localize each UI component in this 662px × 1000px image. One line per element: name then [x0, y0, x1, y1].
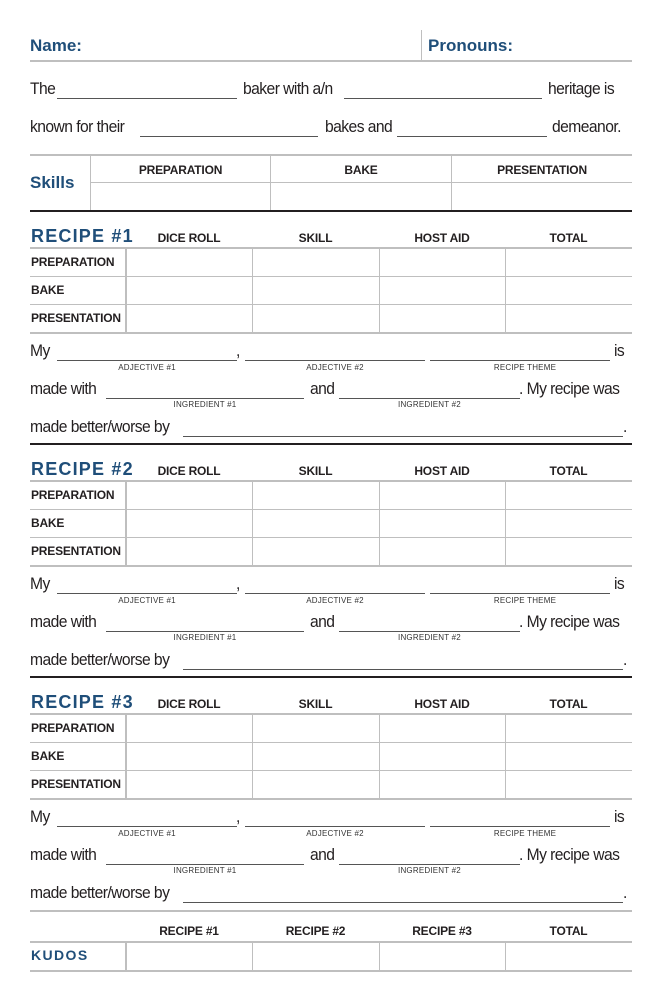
recipe-3-preparation-skill-cell[interactable]	[253, 715, 379, 742]
skills-col-presentation: PRESENTATION	[497, 163, 587, 177]
intro-word-bakes: bakes and	[325, 117, 393, 136]
recipe-2-preparation-total-cell[interactable]	[506, 482, 632, 509]
recipe-2-word-made-with: made with	[30, 612, 97, 631]
recipe-2-presentation-dice-roll-cell[interactable]	[127, 538, 252, 565]
recipe-3-presentation-dice-roll-cell[interactable]	[127, 771, 252, 798]
recipe-3-preparation-host-aid-cell[interactable]	[380, 715, 505, 742]
recipe-2-adjective-2-caption: ADJECTIVE #2	[306, 596, 364, 605]
recipe-1-word-made-with: made with	[30, 379, 97, 398]
recipe-3-ingredient-1-caption: INGREDIENT #1	[173, 866, 237, 875]
kudos-col-recipe-1: RECIPE #1	[159, 924, 219, 938]
recipe-2-word-my: My	[30, 574, 50, 593]
recipe-2-col-total: TOTAL	[549, 464, 588, 478]
recipe-2-row-preparation: PREPARATION	[31, 488, 115, 502]
skills-top-rule	[30, 154, 632, 156]
recipe-2-bake-total-cell[interactable]	[506, 510, 632, 537]
recipe-2-preparation-skill-cell[interactable]	[253, 482, 379, 509]
recipe-3-preparation-dice-roll-cell[interactable]	[127, 715, 252, 742]
recipe-1-title: RECIPE #1	[31, 226, 134, 246]
recipe-1-word-my-recipe-was: . My recipe was	[519, 379, 620, 398]
recipe-2-ingredient-1-blank[interactable]	[106, 631, 304, 632]
recipe-2-preparation-host-aid-cell[interactable]	[380, 482, 505, 509]
intro-word-heritage: heritage is	[548, 79, 615, 98]
recipe-3-word-my: My	[30, 807, 50, 826]
recipe-1-ingredient-1-blank[interactable]	[106, 398, 304, 399]
recipe-1-presentation-skill-cell[interactable]	[253, 305, 379, 332]
skills-label: Skills	[30, 173, 75, 192]
intro-word-demeanor: demeanor.	[552, 117, 621, 136]
intro-word-known: known for their	[30, 117, 125, 136]
kudos-col-recipe-2: RECIPE #2	[285, 924, 346, 938]
recipe-1-ingredient-2-caption: INGREDIENT #2	[398, 400, 461, 409]
recipe-3-bake-dice-roll-cell[interactable]	[127, 743, 252, 770]
recipe-1-adjective-1-blank[interactable]	[57, 360, 237, 361]
recipe-2-word-made-better: made better/worse by	[30, 650, 170, 669]
recipe-3-ingredient-2-caption: INGREDIENT #2	[398, 866, 461, 875]
recipe-2-presentation-skill-cell[interactable]	[253, 538, 379, 565]
recipe-3-bake-total-cell[interactable]	[506, 743, 632, 770]
recipe-3-row-presentation: PRESENTATION	[31, 777, 121, 791]
recipe-1-word-and: and	[310, 379, 335, 398]
recipe-2-theme-blank[interactable]	[430, 593, 610, 594]
recipe-1-word-comma: ,	[236, 341, 240, 360]
recipe-3-modifier-blank[interactable]	[183, 902, 623, 903]
recipe-3-col-skill: SKILL	[298, 697, 333, 711]
recipe-3-word-is: is	[614, 807, 625, 826]
recipe-2-ingredient-2-caption: INGREDIENT #2	[398, 633, 461, 642]
recipe-1-word-my: My	[30, 341, 50, 360]
recipe-2-word-is: is	[614, 574, 625, 593]
recipe-2-bake-host-aid-cell[interactable]	[380, 510, 505, 537]
recipe-3-col-total: TOTAL	[549, 697, 588, 711]
skill-value-bake[interactable]	[271, 183, 451, 210]
header-divider	[421, 30, 422, 60]
recipe-1-bake-host-aid-cell[interactable]	[380, 277, 505, 304]
recipe-1-presentation-dice-roll-cell[interactable]	[127, 305, 252, 332]
kudos-value-recipe-3[interactable]	[380, 942, 505, 970]
recipe-3-theme-blank[interactable]	[430, 826, 610, 827]
recipe-1-adjective-2-caption: ADJECTIVE #2	[306, 363, 364, 372]
recipe-1-preparation-dice-roll-cell[interactable]	[127, 249, 252, 276]
recipe-3-adjective-2-blank[interactable]	[245, 826, 425, 827]
recipe-1-bake-skill-cell[interactable]	[253, 277, 379, 304]
recipe-2-title: RECIPE #2	[31, 459, 134, 479]
recipe-3-bake-skill-cell[interactable]	[253, 743, 379, 770]
recipe-2-row-presentation: PRESENTATION	[31, 544, 121, 558]
recipe-2-modifier-blank[interactable]	[183, 669, 623, 670]
kudos-value-recipe-1[interactable]	[126, 942, 252, 970]
section-rule	[30, 210, 632, 212]
recipe-3-preparation-total-cell[interactable]	[506, 715, 632, 742]
section-rule	[30, 676, 632, 678]
recipe-1-col-host-aid: HOST AID	[414, 231, 470, 245]
kudos-value-total[interactable]	[506, 942, 632, 970]
recipe-3-table-bottom-rule	[30, 798, 632, 800]
recipe-1-row-bake: BAKE	[31, 283, 65, 297]
skills-col-preparation: PREPARATION	[138, 163, 223, 177]
recipe-3-row-bake: BAKE	[31, 749, 65, 763]
recipe-1-presentation-host-aid-cell[interactable]	[380, 305, 505, 332]
recipe-1-ingredient-2-blank[interactable]	[339, 398, 520, 399]
intro-word-baker: baker with a/n	[243, 79, 333, 98]
name-field[interactable]	[30, 60, 632, 62]
recipe-2-word-comma: ,	[236, 574, 240, 593]
intro-blank-demeanor[interactable]	[397, 136, 547, 137]
recipe-1-presentation-total-cell[interactable]	[506, 305, 632, 332]
recipe-1-word-made-better: made better/worse by	[30, 417, 170, 436]
intro-blank-adjective[interactable]	[57, 98, 237, 99]
recipe-2-presentation-host-aid-cell[interactable]	[380, 538, 505, 565]
kudos-bottom-rule	[30, 970, 632, 972]
recipe-3-word-made-better: made better/worse by	[30, 883, 170, 902]
recipe-2-ingredient-1-caption: INGREDIENT #1	[173, 633, 237, 642]
recipe-1-preparation-host-aid-cell[interactable]	[380, 249, 505, 276]
recipe-3-col-host-aid: HOST AID	[414, 697, 470, 711]
recipe-2-adjective-1-caption: ADJECTIVE #1	[118, 596, 176, 605]
recipe-2-preparation-dice-roll-cell[interactable]	[127, 482, 252, 509]
recipe-1-theme-caption: RECIPE THEME	[493, 363, 557, 372]
recipe-2-word-and: and	[310, 612, 335, 631]
intro-word-the: The	[30, 79, 56, 98]
recipe-1-bake-dice-roll-cell[interactable]	[127, 277, 252, 304]
recipe-2-word-my-recipe-was: . My recipe was	[519, 612, 620, 631]
skill-value-presentation[interactable]	[452, 183, 632, 210]
recipe-3-adjective-2-caption: ADJECTIVE #2	[306, 829, 364, 838]
recipe-3-row-preparation: PREPARATION	[31, 721, 115, 735]
recipe-2-word-period: .	[623, 650, 627, 669]
recipe-1-theme-blank[interactable]	[430, 360, 610, 361]
recipe-3-adjective-1-blank[interactable]	[57, 826, 237, 827]
recipe-2-col-host-aid: HOST AID	[414, 464, 470, 478]
recipe-2-col-skill: SKILL	[298, 464, 333, 478]
recipe-2-row-bake: BAKE	[31, 516, 65, 530]
recipe-1-preparation-skill-cell[interactable]	[253, 249, 379, 276]
recipe-1-col-dice-roll: DICE ROLL	[157, 231, 221, 245]
recipe-2-ingredient-2-blank[interactable]	[339, 631, 520, 632]
recipe-1-col-skill: SKILL	[298, 231, 333, 245]
recipe-3-word-comma: ,	[236, 807, 240, 826]
recipe-1-row-presentation: PRESENTATION	[31, 311, 121, 325]
recipe-1-row-preparation: PREPARATION	[31, 255, 115, 269]
intro-blank-bakes[interactable]	[140, 136, 318, 137]
recipe-3-presentation-total-cell[interactable]	[506, 771, 632, 798]
kudos-value-recipe-2[interactable]	[253, 942, 379, 970]
kudos-top-rule	[30, 910, 632, 912]
recipe-3-word-period: .	[623, 883, 627, 902]
skill-value-preparation[interactable]	[91, 183, 270, 210]
recipe-3-col-dice-roll: DICE ROLL	[157, 697, 221, 711]
skills-col-bake: BAKE	[344, 163, 378, 177]
name-label: Name:	[30, 36, 82, 55]
recipe-1-col-total: TOTAL	[549, 231, 588, 245]
recipe-3-presentation-host-aid-cell[interactable]	[380, 771, 505, 798]
recipe-1-adjective-1-caption: ADJECTIVE #1	[118, 363, 176, 372]
recipe-2-table-bottom-rule	[30, 565, 632, 567]
recipe-2-adjective-1-blank[interactable]	[57, 593, 237, 594]
recipe-3-word-and: and	[310, 845, 335, 864]
section-rule	[30, 443, 632, 445]
recipe-1-adjective-2-blank[interactable]	[245, 360, 425, 361]
recipe-2-bake-dice-roll-cell[interactable]	[127, 510, 252, 537]
recipe-2-adjective-2-blank[interactable]	[245, 593, 425, 594]
recipe-3-presentation-skill-cell[interactable]	[253, 771, 379, 798]
recipe-3-adjective-1-caption: ADJECTIVE #1	[118, 829, 176, 838]
recipe-1-bake-total-cell[interactable]	[506, 277, 632, 304]
recipe-2-bake-skill-cell[interactable]	[253, 510, 379, 537]
recipe-3-theme-caption: RECIPE THEME	[493, 829, 557, 838]
recipe-1-preparation-total-cell[interactable]	[506, 249, 632, 276]
recipe-3-title: RECIPE #3	[31, 692, 134, 712]
recipe-2-theme-caption: RECIPE THEME	[493, 596, 557, 605]
kudos-col-recipe-3: RECIPE #3	[412, 924, 472, 938]
recipe-1-table-bottom-rule	[30, 332, 632, 334]
recipe-3-ingredient-2-blank[interactable]	[339, 864, 520, 865]
kudos-col-total: TOTAL	[549, 924, 588, 938]
recipe-3-word-made-with: made with	[30, 845, 97, 864]
recipe-3-ingredient-1-blank[interactable]	[106, 864, 304, 865]
recipe-1-word-period: .	[623, 417, 627, 436]
pronouns-label: Pronouns:	[428, 36, 513, 55]
recipe-1-ingredient-1-caption: INGREDIENT #1	[173, 400, 237, 409]
recipe-2-col-dice-roll: DICE ROLL	[157, 464, 221, 478]
intro-blank-heritage[interactable]	[344, 98, 542, 99]
recipe-1-word-is: is	[614, 341, 625, 360]
recipe-1-modifier-blank[interactable]	[183, 436, 623, 437]
kudos-label: KUDOS	[31, 947, 89, 963]
recipe-3-bake-host-aid-cell[interactable]	[380, 743, 505, 770]
recipe-2-presentation-total-cell[interactable]	[506, 538, 632, 565]
recipe-3-word-my-recipe-was: . My recipe was	[519, 845, 620, 864]
